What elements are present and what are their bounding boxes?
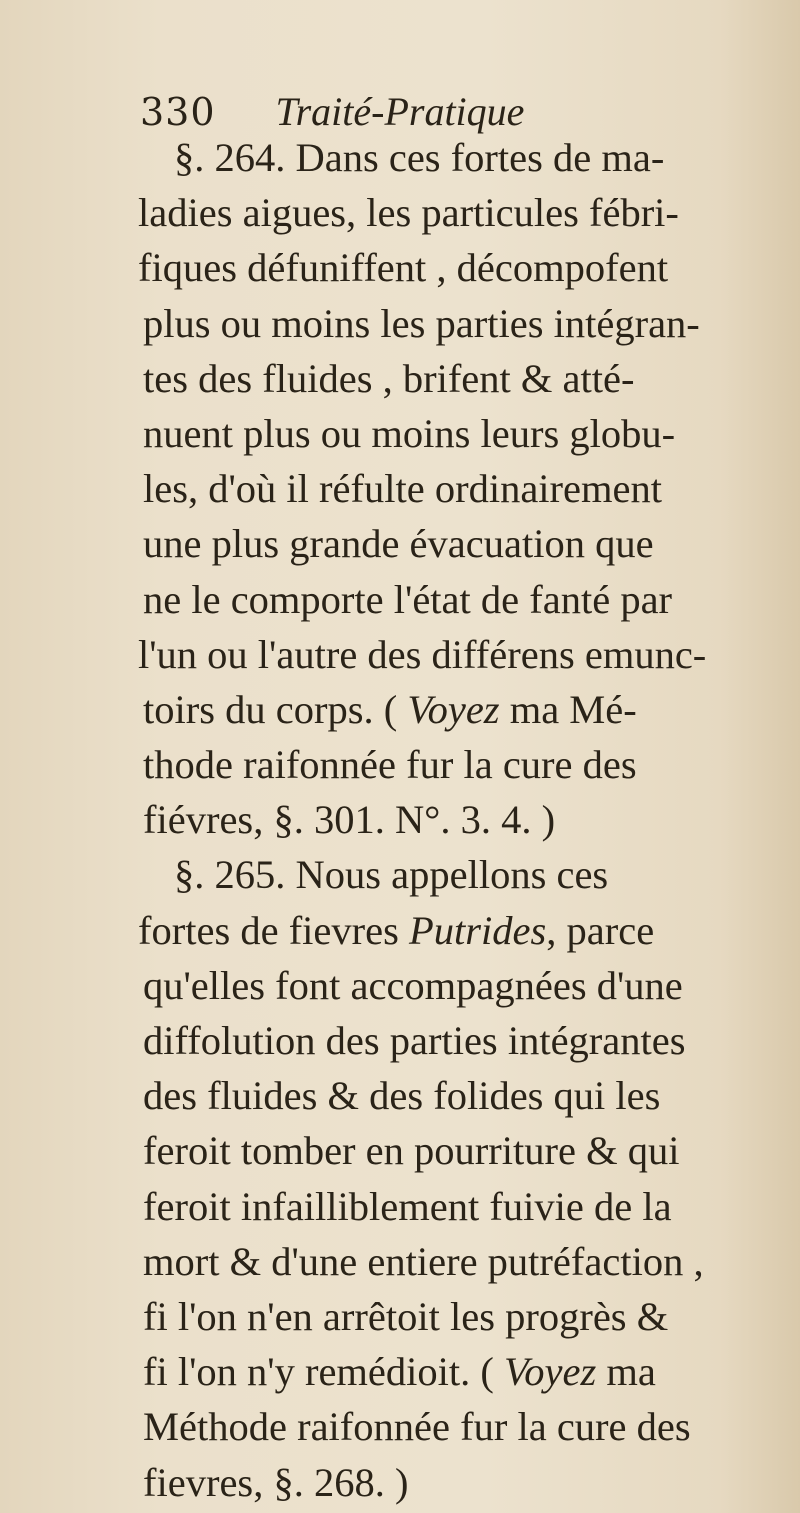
text-segment: ma <box>596 1349 656 1395</box>
text-line: les, d'où il réfulte ordinairement <box>143 466 663 512</box>
text-segment: fi l'on n'y remédioit. ( <box>143 1349 505 1395</box>
text-line: feroit infailliblement fuivie de la <box>143 1183 672 1229</box>
text-line: fiévres, §. 301. N°. 3. 4. ) <box>143 797 556 843</box>
text-line: §. 264. Dans ces fortes de ma- <box>174 135 665 180</box>
text-line: diffolution des parties intégrantes <box>143 1018 686 1063</box>
italic-voyez: Voyez <box>504 1349 597 1395</box>
text-line: des fluides & des folides qui les <box>143 1073 661 1119</box>
text-line <box>130 682 790 737</box>
text-line: feroit tomber en pourriture & qui <box>143 1128 680 1174</box>
italic-putrides: Putrides <box>409 907 547 953</box>
text-line: une plus grande évacuation que <box>143 521 654 567</box>
text-line <box>130 903 790 958</box>
running-title: Traité-Pratique <box>275 89 525 134</box>
text-segment: fortes de fievres <box>138 907 410 953</box>
text-line: §. 265. Nous appellons ces <box>174 852 609 898</box>
text-line: ne le comporte l'état de fanté par <box>143 576 673 622</box>
text-line: ladies aigues, les particules fébri- <box>138 190 679 236</box>
text-line: l'un ou l'autre des différens emunc- <box>138 631 707 677</box>
text-line: Méthode raifonnée fur la cure des <box>143 1404 691 1450</box>
text-segment: toirs du corps. ( <box>143 686 408 732</box>
text-line: tes des fluides , brifent & atté- <box>143 355 635 401</box>
text-line: thode raifonnée fur la cure des <box>143 742 637 788</box>
text-line: plus ou moins les parties intégran- <box>143 300 700 346</box>
page-number: 330 <box>140 90 216 134</box>
text-line: qu'elles font accompagnées d'une <box>143 962 683 1008</box>
text-line: fievres, §. 268. ) <box>143 1459 409 1505</box>
text-block <box>130 130 790 1510</box>
text-line: nuent plus ou moins leurs globu- <box>143 410 676 456</box>
text-segment: , parce <box>546 907 655 953</box>
text-segment: ma Mé- <box>499 686 637 732</box>
text-line: fiques défuniffent , décompofent <box>138 245 669 291</box>
text-line: mort & d'une entiere putréfaction , <box>143 1238 704 1284</box>
text-line: fi l'on n'en arrêtoit les progrès & <box>143 1293 669 1339</box>
text-line <box>130 1344 790 1399</box>
italic-voyez: Voyez <box>407 686 500 732</box>
